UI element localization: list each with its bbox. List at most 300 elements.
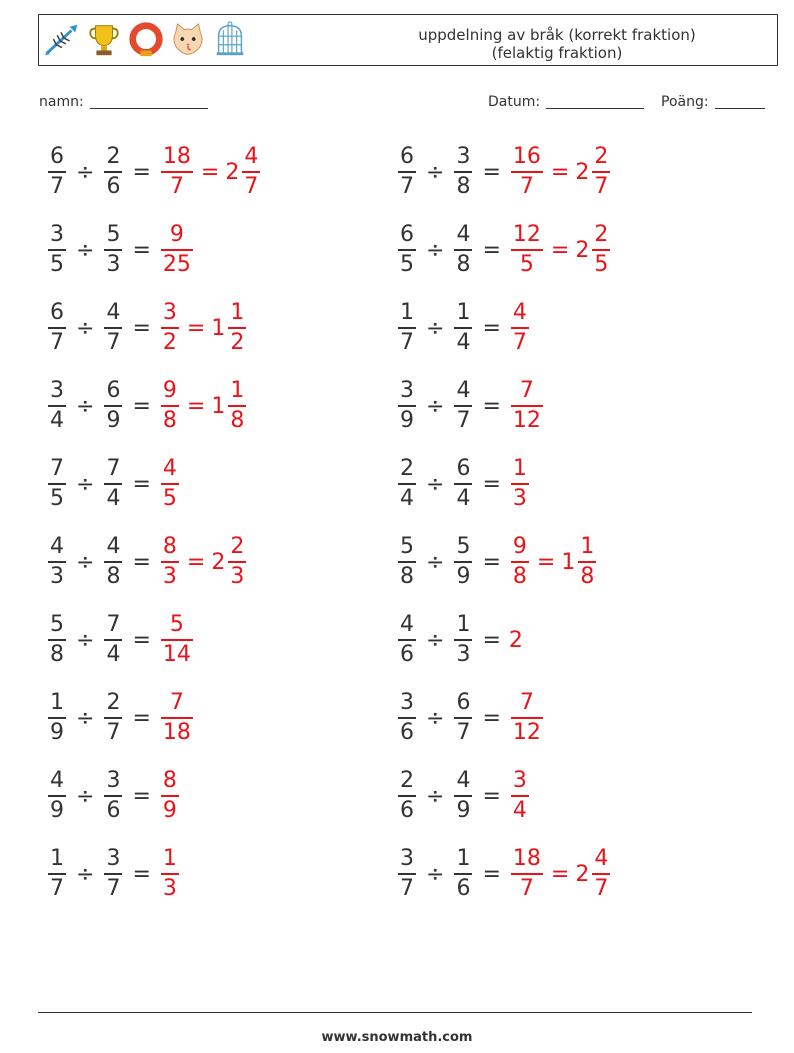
numerator: 4 bbox=[512, 300, 527, 325]
equals-sign: = bbox=[132, 159, 151, 185]
fraction-bar bbox=[454, 561, 472, 563]
fraction-bar bbox=[242, 171, 260, 173]
denominator: 8 bbox=[230, 408, 245, 433]
equals-sign: = bbox=[132, 393, 151, 419]
denominator: 7 bbox=[456, 720, 471, 745]
divisor-fraction bbox=[454, 770, 472, 822]
fraction-bar bbox=[511, 405, 543, 407]
date-blank[interactable] bbox=[546, 94, 644, 109]
numerator: 2 bbox=[106, 690, 121, 715]
fraction-bar bbox=[511, 171, 543, 173]
divisor-fraction bbox=[104, 458, 122, 510]
denominator: 8 bbox=[162, 408, 177, 433]
divisor-fraction bbox=[104, 536, 122, 588]
answer bbox=[509, 302, 531, 354]
answer-equals-sign: = bbox=[186, 393, 206, 419]
denominator: 4 bbox=[456, 330, 471, 355]
denominator: 5 bbox=[50, 486, 64, 511]
answer bbox=[509, 692, 545, 744]
fraction-bar bbox=[578, 561, 596, 563]
denominator: 4 bbox=[50, 408, 64, 433]
equals-sign: = bbox=[132, 315, 151, 341]
problem-item bbox=[46, 452, 181, 516]
name-label: namn: bbox=[39, 94, 84, 110]
numerator: 4 bbox=[456, 222, 471, 247]
divide-sign: ÷ bbox=[426, 159, 445, 185]
numerator: 5 bbox=[106, 222, 121, 247]
mixed-whole-part: 1 bbox=[211, 393, 226, 419]
denominator: 7 bbox=[50, 330, 64, 355]
denominator: 4 bbox=[456, 486, 471, 511]
numerator: 7 bbox=[519, 378, 534, 403]
fraction-bar bbox=[228, 327, 246, 329]
fraction-bar bbox=[104, 327, 122, 329]
denominator: 9 bbox=[162, 798, 177, 823]
numerator: 3 bbox=[512, 768, 527, 793]
denominator: 5 bbox=[400, 252, 414, 277]
denominator: 4 bbox=[106, 486, 121, 511]
answer-improper-fraction bbox=[161, 770, 179, 822]
fraction-bar bbox=[592, 171, 610, 173]
fraction-bar bbox=[454, 171, 472, 173]
denominator: 7 bbox=[519, 876, 534, 901]
answer-improper-fraction bbox=[511, 770, 529, 822]
fraction-bar bbox=[592, 873, 610, 875]
problem-item bbox=[396, 530, 598, 594]
fraction-bar bbox=[48, 795, 66, 797]
answer bbox=[159, 692, 195, 744]
problem-item bbox=[46, 374, 248, 438]
divisor-fraction bbox=[454, 380, 472, 432]
fraction-bar bbox=[161, 639, 193, 641]
numerator: 1 bbox=[456, 846, 471, 871]
denominator: 12 bbox=[512, 408, 541, 433]
footer-divider bbox=[38, 1012, 752, 1013]
denominator: 6 bbox=[106, 798, 121, 823]
fraction-bar bbox=[48, 717, 66, 719]
fraction-bar bbox=[161, 873, 179, 875]
fraction-bar bbox=[161, 561, 179, 563]
trophy-icon bbox=[85, 21, 123, 59]
denominator: 3 bbox=[106, 252, 121, 277]
divisor-fraction bbox=[104, 692, 122, 744]
answer bbox=[159, 302, 248, 354]
divide-sign: ÷ bbox=[426, 705, 445, 731]
numerator: 4 bbox=[456, 378, 471, 403]
denominator: 3 bbox=[162, 564, 177, 589]
fraction-bar bbox=[454, 795, 472, 797]
problem-item bbox=[46, 296, 248, 360]
equals-sign: = bbox=[482, 237, 501, 263]
fraction-bar bbox=[398, 561, 416, 563]
denominator: 4 bbox=[106, 642, 121, 667]
fraction-bar bbox=[48, 561, 66, 563]
fraction-bar bbox=[48, 483, 66, 485]
denominator: 2 bbox=[230, 330, 245, 355]
fraction-bar bbox=[454, 483, 472, 485]
denominator: 3 bbox=[162, 876, 177, 901]
numerator: 6 bbox=[456, 456, 471, 481]
numerator: 4 bbox=[106, 300, 121, 325]
numerator: 2 bbox=[230, 534, 245, 559]
numerator: 3 bbox=[50, 222, 64, 247]
numerator: 3 bbox=[400, 846, 414, 871]
divide-sign: ÷ bbox=[76, 627, 95, 653]
answer-whole-number: 2 bbox=[508, 627, 523, 653]
answer-equals-sign: = bbox=[186, 315, 206, 341]
fraction-bar bbox=[104, 561, 122, 563]
score-field[interactable] bbox=[661, 94, 765, 110]
denominator: 3 bbox=[456, 642, 471, 667]
denominator: 18 bbox=[162, 720, 191, 745]
dividend-fraction bbox=[48, 536, 66, 588]
divide-sign: ÷ bbox=[76, 861, 95, 887]
dividend-fraction bbox=[48, 380, 66, 432]
numerator: 7 bbox=[106, 612, 121, 637]
answer bbox=[509, 458, 531, 510]
denominator: 6 bbox=[400, 798, 414, 823]
fraction-bar bbox=[398, 639, 416, 641]
numerator: 6 bbox=[400, 222, 414, 247]
numerator: 3 bbox=[106, 846, 121, 871]
answer-equals-sign: = bbox=[550, 237, 570, 263]
numerator: 1 bbox=[456, 612, 471, 637]
dividend-fraction bbox=[398, 770, 416, 822]
divisor-fraction bbox=[454, 146, 472, 198]
answer-improper-fraction bbox=[511, 224, 543, 276]
answer bbox=[159, 614, 195, 666]
divisor-fraction bbox=[454, 302, 472, 354]
fraction-bar bbox=[511, 483, 529, 485]
score-blank[interactable] bbox=[715, 94, 765, 109]
denominator: 5 bbox=[519, 252, 534, 277]
mixed-fraction-part bbox=[592, 146, 610, 198]
divide-sign: ÷ bbox=[426, 861, 445, 887]
date-field[interactable] bbox=[488, 94, 644, 110]
fishbone-icon bbox=[43, 21, 81, 59]
dividend-fraction bbox=[398, 458, 416, 510]
dividend-fraction bbox=[398, 692, 416, 744]
answer bbox=[159, 536, 248, 588]
divisor-fraction bbox=[104, 848, 122, 900]
dividend-fraction bbox=[48, 770, 66, 822]
numerator: 1 bbox=[50, 690, 64, 715]
numerator: 18 bbox=[162, 144, 191, 169]
date-label: Datum: bbox=[488, 94, 541, 110]
dividend-fraction bbox=[398, 380, 416, 432]
mixed-fraction-part bbox=[228, 536, 246, 588]
fraction-bar bbox=[161, 795, 179, 797]
answer-improper-fraction bbox=[511, 380, 543, 432]
denominator: 8 bbox=[400, 564, 414, 589]
equals-sign: = bbox=[482, 861, 501, 887]
divisor-fraction bbox=[454, 224, 472, 276]
numerator: 8 bbox=[162, 768, 177, 793]
dividend-fraction bbox=[398, 536, 416, 588]
answer-improper-fraction bbox=[161, 614, 193, 666]
header-box bbox=[38, 14, 778, 66]
numerator: 18 bbox=[512, 846, 541, 871]
denominator: 2 bbox=[162, 330, 177, 355]
mixed-whole-part: 2 bbox=[225, 159, 240, 185]
answer bbox=[509, 770, 531, 822]
denominator: 7 bbox=[50, 876, 64, 901]
numerator: 5 bbox=[169, 612, 184, 637]
denominator: 8 bbox=[106, 564, 121, 589]
dividend-fraction bbox=[48, 692, 66, 744]
answer bbox=[509, 848, 612, 900]
mixed-whole-part: 2 bbox=[575, 237, 590, 263]
divide-sign: ÷ bbox=[426, 471, 445, 497]
mixed-fraction-part bbox=[228, 380, 246, 432]
fraction-bar bbox=[454, 717, 472, 719]
cat-face-icon bbox=[169, 21, 207, 59]
answer-improper-fraction bbox=[161, 380, 179, 432]
numerator: 6 bbox=[106, 378, 121, 403]
denominator: 7 bbox=[400, 876, 414, 901]
denominator: 12 bbox=[512, 720, 541, 745]
numerator: 1 bbox=[512, 456, 527, 481]
fraction-bar bbox=[48, 327, 66, 329]
equals-sign: = bbox=[132, 471, 151, 497]
denominator: 7 bbox=[456, 408, 471, 433]
answer bbox=[159, 848, 181, 900]
numerator: 6 bbox=[400, 144, 414, 169]
divisor-fraction bbox=[104, 770, 122, 822]
divide-sign: ÷ bbox=[76, 783, 95, 809]
name-blank[interactable] bbox=[90, 94, 208, 109]
denominator: 8 bbox=[512, 564, 527, 589]
fraction-bar bbox=[161, 483, 179, 485]
equals-sign: = bbox=[482, 549, 501, 575]
mixed-whole-part: 2 bbox=[575, 159, 590, 185]
birdcage-icon bbox=[211, 21, 249, 59]
numerator: 4 bbox=[456, 768, 471, 793]
mixed-whole-part: 1 bbox=[211, 315, 226, 341]
denominator: 7 bbox=[400, 330, 414, 355]
equals-sign: = bbox=[132, 861, 151, 887]
equals-sign: = bbox=[482, 315, 501, 341]
divide-sign: ÷ bbox=[426, 315, 445, 341]
divide-sign: ÷ bbox=[76, 705, 95, 731]
fraction-bar bbox=[398, 873, 416, 875]
fraction-bar bbox=[104, 483, 122, 485]
denominator: 8 bbox=[456, 174, 471, 199]
answer bbox=[159, 770, 181, 822]
problem-item bbox=[396, 218, 612, 282]
numerator: 9 bbox=[169, 222, 184, 247]
divisor-fraction bbox=[104, 614, 122, 666]
denominator: 9 bbox=[50, 798, 64, 823]
divide-sign: ÷ bbox=[426, 393, 445, 419]
dividend-fraction bbox=[48, 458, 66, 510]
fraction-bar bbox=[398, 795, 416, 797]
fraction-bar bbox=[104, 795, 122, 797]
divide-sign: ÷ bbox=[76, 549, 95, 575]
divide-sign: ÷ bbox=[426, 549, 445, 575]
fraction-bar bbox=[228, 405, 246, 407]
problem-item bbox=[396, 452, 531, 516]
fraction-bar bbox=[454, 249, 472, 251]
answer-equals-sign: = bbox=[550, 159, 570, 185]
divide-sign: ÷ bbox=[76, 159, 95, 185]
name-field[interactable] bbox=[39, 94, 208, 110]
numerator: 1 bbox=[230, 378, 245, 403]
equals-sign: = bbox=[132, 549, 151, 575]
divide-sign: ÷ bbox=[76, 393, 95, 419]
answer bbox=[509, 146, 612, 198]
denominator: 5 bbox=[50, 252, 64, 277]
fraction-bar bbox=[161, 717, 193, 719]
answer-improper-fraction bbox=[161, 458, 179, 510]
numerator: 7 bbox=[169, 690, 184, 715]
answer-improper-fraction bbox=[161, 692, 193, 744]
divisor-fraction bbox=[454, 458, 472, 510]
answer bbox=[509, 536, 598, 588]
answer bbox=[159, 380, 248, 432]
fraction-bar bbox=[511, 249, 543, 251]
numerator: 5 bbox=[400, 534, 414, 559]
numerator: 1 bbox=[400, 300, 414, 325]
denominator: 6 bbox=[106, 174, 121, 199]
fraction-bar bbox=[104, 171, 122, 173]
denominator: 7 bbox=[244, 174, 259, 199]
numerator: 6 bbox=[50, 144, 64, 169]
fraction-bar bbox=[104, 405, 122, 407]
dividend-fraction bbox=[48, 614, 66, 666]
answer-improper-fraction bbox=[161, 848, 179, 900]
denominator: 7 bbox=[512, 330, 527, 355]
numerator: 6 bbox=[50, 300, 64, 325]
fraction-bar bbox=[48, 639, 66, 641]
dividend-fraction bbox=[398, 614, 416, 666]
fraction-bar bbox=[48, 249, 66, 251]
numerator: 9 bbox=[512, 534, 527, 559]
equals-sign: = bbox=[482, 471, 501, 497]
numerator: 2 bbox=[400, 768, 414, 793]
denominator: 4 bbox=[400, 486, 414, 511]
answer-equals-sign: = bbox=[550, 861, 570, 887]
mixed-fraction-part bbox=[592, 848, 610, 900]
numerator: 1 bbox=[162, 846, 177, 871]
numerator: 4 bbox=[244, 144, 259, 169]
divisor-fraction bbox=[104, 224, 122, 276]
problem-item bbox=[396, 686, 545, 750]
fraction-bar bbox=[161, 405, 179, 407]
header-icons bbox=[43, 21, 249, 61]
divide-sign: ÷ bbox=[426, 627, 445, 653]
fraction-bar bbox=[104, 639, 122, 641]
numerator: 1 bbox=[580, 534, 595, 559]
answer-improper-fraction bbox=[511, 848, 543, 900]
numerator: 4 bbox=[162, 456, 177, 481]
numerator: 5 bbox=[456, 534, 471, 559]
fraction-bar bbox=[454, 405, 472, 407]
numerator: 3 bbox=[162, 300, 177, 325]
fraction-bar bbox=[104, 873, 122, 875]
mixed-fraction-part bbox=[228, 302, 246, 354]
fraction-bar bbox=[48, 405, 66, 407]
divisor-fraction bbox=[104, 146, 122, 198]
numerator: 16 bbox=[512, 144, 541, 169]
mixed-whole-part: 1 bbox=[561, 549, 576, 575]
answer-improper-fraction bbox=[511, 536, 529, 588]
fraction-bar bbox=[161, 327, 179, 329]
denominator: 8 bbox=[580, 564, 595, 589]
fraction-bar bbox=[454, 873, 472, 875]
worksheet-title bbox=[377, 26, 737, 62]
numerator: 5 bbox=[50, 612, 64, 637]
denominator: 7 bbox=[594, 876, 609, 901]
dividend-fraction bbox=[48, 224, 66, 276]
problem-item bbox=[46, 842, 181, 906]
denominator: 9 bbox=[106, 408, 121, 433]
mixed-fraction-part bbox=[592, 224, 610, 276]
equals-sign: = bbox=[482, 159, 501, 185]
numerator: 1 bbox=[456, 300, 471, 325]
divisor-fraction bbox=[104, 380, 122, 432]
numerator: 2 bbox=[594, 222, 609, 247]
numerator: 4 bbox=[594, 846, 609, 871]
fraction-bar bbox=[398, 327, 416, 329]
score-label: Poäng: bbox=[661, 94, 709, 110]
dividend-fraction bbox=[48, 848, 66, 900]
denominator: 7 bbox=[519, 174, 534, 199]
divide-sign: ÷ bbox=[76, 237, 95, 263]
denominator: 25 bbox=[162, 252, 191, 277]
problem-item bbox=[46, 608, 195, 672]
answer-improper-fraction bbox=[161, 302, 179, 354]
fraction-bar bbox=[48, 171, 66, 173]
dividend-fraction bbox=[398, 224, 416, 276]
answer-improper-fraction bbox=[511, 302, 529, 354]
denominator: 7 bbox=[106, 330, 121, 355]
dividend-fraction bbox=[48, 302, 66, 354]
answer-improper-fraction bbox=[161, 224, 193, 276]
denominator: 6 bbox=[400, 642, 414, 667]
problem-item bbox=[46, 764, 181, 828]
denominator: 7 bbox=[106, 720, 121, 745]
numerator: 4 bbox=[50, 768, 64, 793]
fraction-bar bbox=[398, 483, 416, 485]
answer bbox=[159, 146, 262, 198]
answer bbox=[159, 458, 181, 510]
equals-sign: = bbox=[482, 627, 501, 653]
denominator: 3 bbox=[50, 564, 64, 589]
answer-improper-fraction bbox=[161, 536, 179, 588]
mixed-fraction-part bbox=[578, 536, 596, 588]
denominator: 9 bbox=[456, 564, 471, 589]
fraction-bar bbox=[104, 249, 122, 251]
divide-sign: ÷ bbox=[426, 783, 445, 809]
answer bbox=[509, 224, 612, 276]
equals-sign: = bbox=[132, 627, 151, 653]
equals-sign: = bbox=[482, 705, 501, 731]
numerator: 1 bbox=[230, 300, 245, 325]
answer-improper-fraction bbox=[161, 146, 193, 198]
answer bbox=[509, 380, 545, 432]
fraction-bar bbox=[48, 873, 66, 875]
mixed-fraction-part bbox=[242, 146, 260, 198]
lifebuoy-icon bbox=[127, 21, 165, 59]
fraction-bar bbox=[592, 249, 610, 251]
numerator: 9 bbox=[162, 378, 177, 403]
numerator: 7 bbox=[106, 456, 121, 481]
divisor-fraction bbox=[454, 692, 472, 744]
denominator: 6 bbox=[400, 720, 414, 745]
denominator: 7 bbox=[400, 174, 414, 199]
fraction-bar bbox=[398, 171, 416, 173]
